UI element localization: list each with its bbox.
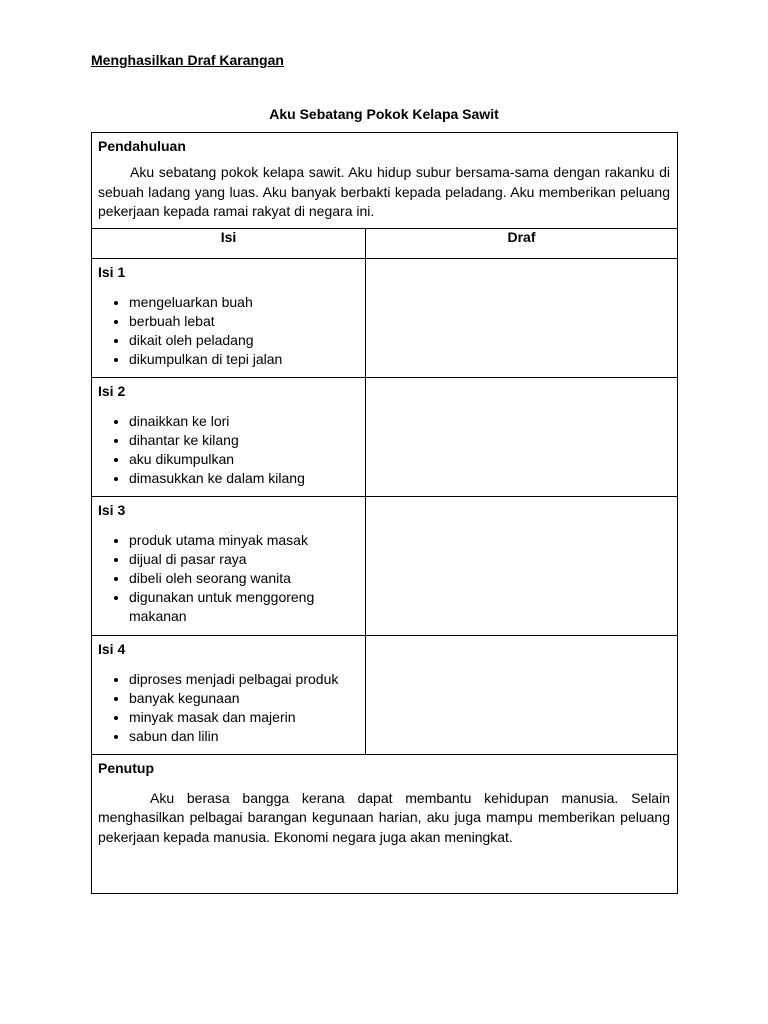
bullet-list <box>92 293 365 369</box>
intro-cell <box>92 133 678 229</box>
closing-paragraph: Aku berasa bangga kerana dapat membantu kehidupan manusia. Selain menghasilkan pelbagai barangan kegunaan harian, aku juga mampu memberikan peluang pekerjaan kepada manusia. Ekonomi negara juga akan meningkat. <box>98 789 670 845</box>
isi-cell <box>92 258 366 377</box>
isi-label: Isi 1 <box>98 263 126 280</box>
bullet-point: • dijual di pasar raya <box>129 550 365 569</box>
isi-row-4 <box>92 635 678 754</box>
closing-row <box>92 754 678 893</box>
bullet-point: • dikumpulkan di tepi jalan <box>129 350 365 369</box>
isi-row-2 <box>92 377 678 496</box>
isi-row-3 <box>92 496 678 635</box>
bullet-point: • dikait oleh peladang <box>129 331 365 350</box>
bullet-point: • dihantar ke kilang <box>129 431 365 450</box>
isi-row-1 <box>92 258 678 377</box>
isi-cell <box>92 377 366 496</box>
closing-cell <box>92 754 678 893</box>
closing-label: Penutup <box>98 759 154 776</box>
bullet-list <box>92 412 365 488</box>
bullet-point: • berbuah lebat <box>129 312 365 331</box>
column-header-isi: Isi <box>92 228 366 258</box>
intro-label: Pendahuluan <box>98 138 186 154</box>
header-row <box>92 228 678 258</box>
draf-cell[interactable] <box>366 258 678 377</box>
bullet-point: • dinaikkan ke lori <box>129 412 365 431</box>
bullet-point: • mengeluarkan buah <box>129 293 365 312</box>
bullet-point: • dimasukkan ke dalam kilang <box>129 469 365 488</box>
isi-cell <box>92 635 366 754</box>
isi-label: Isi 3 <box>98 501 126 518</box>
bullet-point: • diproses menjadi pelbagai produk <box>129 670 365 689</box>
draf-cell[interactable] <box>366 496 678 635</box>
column-header-draf: Draf <box>366 228 678 258</box>
essay-title: Aku Sebatang Pokok Kelapa Sawit <box>269 106 499 122</box>
bullet-point: • minyak masak dan majerin <box>129 708 365 727</box>
draf-cell[interactable] <box>366 377 678 496</box>
isi-cell <box>92 496 366 635</box>
isi-label: Isi 2 <box>98 382 126 399</box>
bullet-list <box>92 670 365 746</box>
bullet-point: • produk utama minyak masak <box>129 531 365 550</box>
bullet-point: • sabun dan lilin <box>129 727 365 746</box>
draft-table <box>91 132 678 894</box>
bullet-list <box>92 531 365 626</box>
worksheet-heading: Menghasilkan Draf Karangan <box>91 52 284 68</box>
bullet-point: • aku dikumpulkan <box>129 450 365 469</box>
intro-row <box>92 133 678 229</box>
bullet-point: • banyak kegunaan <box>129 689 365 708</box>
intro-paragraph: Aku sebatang pokok kelapa sawit. Aku hidup subur bersama-sama dengan rakanku di sebuah ladang yang luas. Aku banyak berbakti kepada peladang. Aku memberikan peluang pekerjaan kepada ramai rakyat di negara ini. <box>98 164 670 219</box>
draf-cell[interactable] <box>366 635 678 754</box>
bullet-point: • dibeli oleh seorang wanita <box>129 569 365 588</box>
bullet-point: • digunakan untuk menggoreng makanan <box>129 588 365 626</box>
isi-label: Isi 4 <box>98 640 126 657</box>
